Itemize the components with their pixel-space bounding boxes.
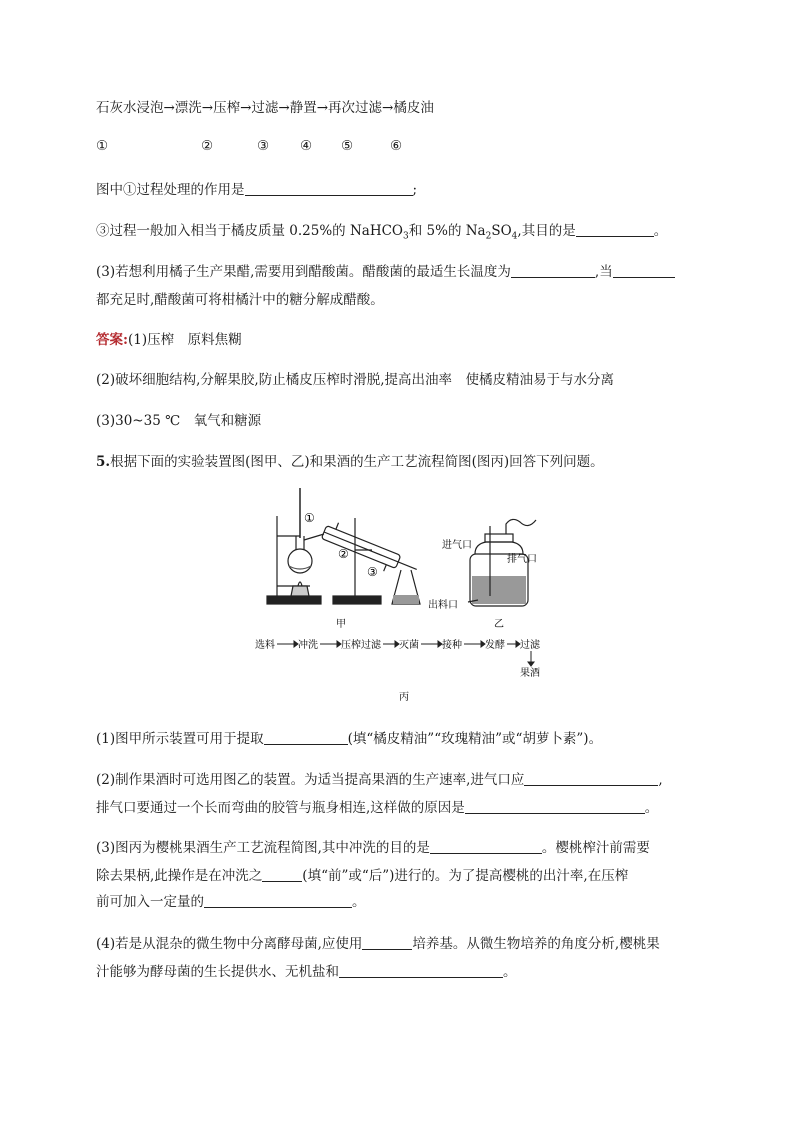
q4-part1: 图中①过程处理的作用是 ; — [96, 182, 418, 198]
q5-part1: (1)图甲所示装置可用于提取 (填“橘皮精油”“玫瑰精油”或“胡萝卜素”)。 — [96, 731, 603, 747]
stand-base — [267, 596, 321, 604]
answer-line1: 答案:(1)压榨 原料焦糊 — [96, 332, 242, 348]
inlet-label: 进气口 — [442, 540, 472, 551]
answer-blank[interactable] — [262, 868, 302, 883]
answer-blank[interactable] — [264, 731, 348, 746]
answer-blank[interactable] — [362, 936, 412, 951]
q4-part3-line1: (3)若想利用橘子生产果醋,需要用到醋酸菌。醋酸菌的最适生长温度为 ,当 — [96, 260, 675, 280]
q5-part4-line1: (4)若是从混杂的微生物中分离酵母菌,应使用 培养基。从微生物培养的角度分析,樱桃果 — [96, 936, 660, 952]
answer-blank[interactable] — [245, 182, 413, 197]
burner — [291, 586, 309, 596]
answer-blank[interactable] — [204, 894, 352, 909]
caption-bing: 丙 — [399, 692, 409, 703]
answer-blank[interactable] — [576, 223, 654, 238]
q5-part3-line1: (3)图丙为樱桃果酒生产工艺流程简图,其中冲洗的目的是 。樱桃榨汁前需要 — [96, 840, 650, 856]
q5-part2-line2: 排气口要通过一个长而弯曲的胶管与瓶身相连,这样做的原因是 。 — [96, 800, 659, 816]
outlet-hose — [506, 519, 536, 534]
answer-blank[interactable] — [511, 264, 595, 279]
step-numbers — [0, 138, 794, 158]
step-number: ⑤ — [341, 138, 354, 154]
answer-blank[interactable] — [339, 964, 503, 979]
label-1: ① — [304, 511, 315, 525]
q4-part3-line2: 都充足时,醋酸菌可将柑橘汁中的糖分解成醋酸。 — [96, 292, 384, 308]
answer-blank[interactable] — [524, 772, 658, 787]
answer-blank[interactable] — [465, 800, 645, 815]
q5-part3-line3: 前可加入一定量的 。 — [96, 894, 366, 910]
process-step: 选料 — [255, 640, 275, 651]
q5-part4-line2: 汁能够为酵母菌的生长提供水、无机盐和 。 — [96, 964, 517, 980]
q5-part3-line2: 除去果柄,此操作是在冲洗之 (填“前”或“后”)进行的。为了提高樱桃的出汁率,在压榨 — [96, 868, 629, 884]
process-step: 压榨过滤 — [341, 640, 381, 651]
process-product: 果酒 — [520, 668, 540, 679]
q4-part2: ③过程一般加入相当于橘皮质量 0.25%的 NaHCO$_3$和 5%的 $Na_2SO_4$,其目的是 。 — [96, 223, 668, 242]
step-number: ① — [96, 138, 109, 154]
step-number: ③ — [257, 138, 270, 154]
q5-stem: 5.根据下面的实验装置图(图甲、乙)和果酒的生产工艺流程简图(图丙)回答下列问题。 — [96, 454, 604, 470]
discharge-label: 出料口 — [428, 600, 458, 611]
caption-jia: 甲 — [336, 619, 346, 630]
process-step: 冲洗 — [298, 640, 318, 651]
answer-line3: (3)30~35 ℃ 氧气和糖源 — [96, 413, 262, 429]
q5-part2-line1: (2)制作果酒时可选用图乙的装置。为适当提高果酒的生产速率,进气口应 , — [96, 772, 663, 788]
process-step: 接种 — [442, 640, 462, 651]
caption-yi: 乙 — [494, 619, 504, 630]
answer-blank[interactable] — [613, 264, 675, 279]
process-step: 过滤 — [520, 640, 540, 651]
label-3: ③ — [367, 565, 378, 579]
answer-blank[interactable] — [430, 840, 542, 855]
step-number: ⑥ — [390, 138, 403, 154]
step-number: ② — [201, 138, 214, 154]
process-step: 灭菌 — [399, 640, 419, 651]
answer-line2: (2)破坏细胞结构,分解果胶,防止橘皮压榨时滑脱,提高出油率 使橘皮精油易于与水分离 — [96, 372, 614, 388]
answer-label: 答案: — [96, 332, 128, 348]
outlet-label: 排气口 — [507, 554, 537, 565]
process-flow-text: 石灰水浸泡→漂洗→压榨→过滤→静置→再次过滤→橘皮油 — [96, 100, 434, 116]
label-2: ② — [338, 547, 349, 561]
step-number: ④ — [300, 138, 313, 154]
experiment-figure — [0, 478, 794, 708]
process-step: 发酵 — [485, 640, 505, 651]
